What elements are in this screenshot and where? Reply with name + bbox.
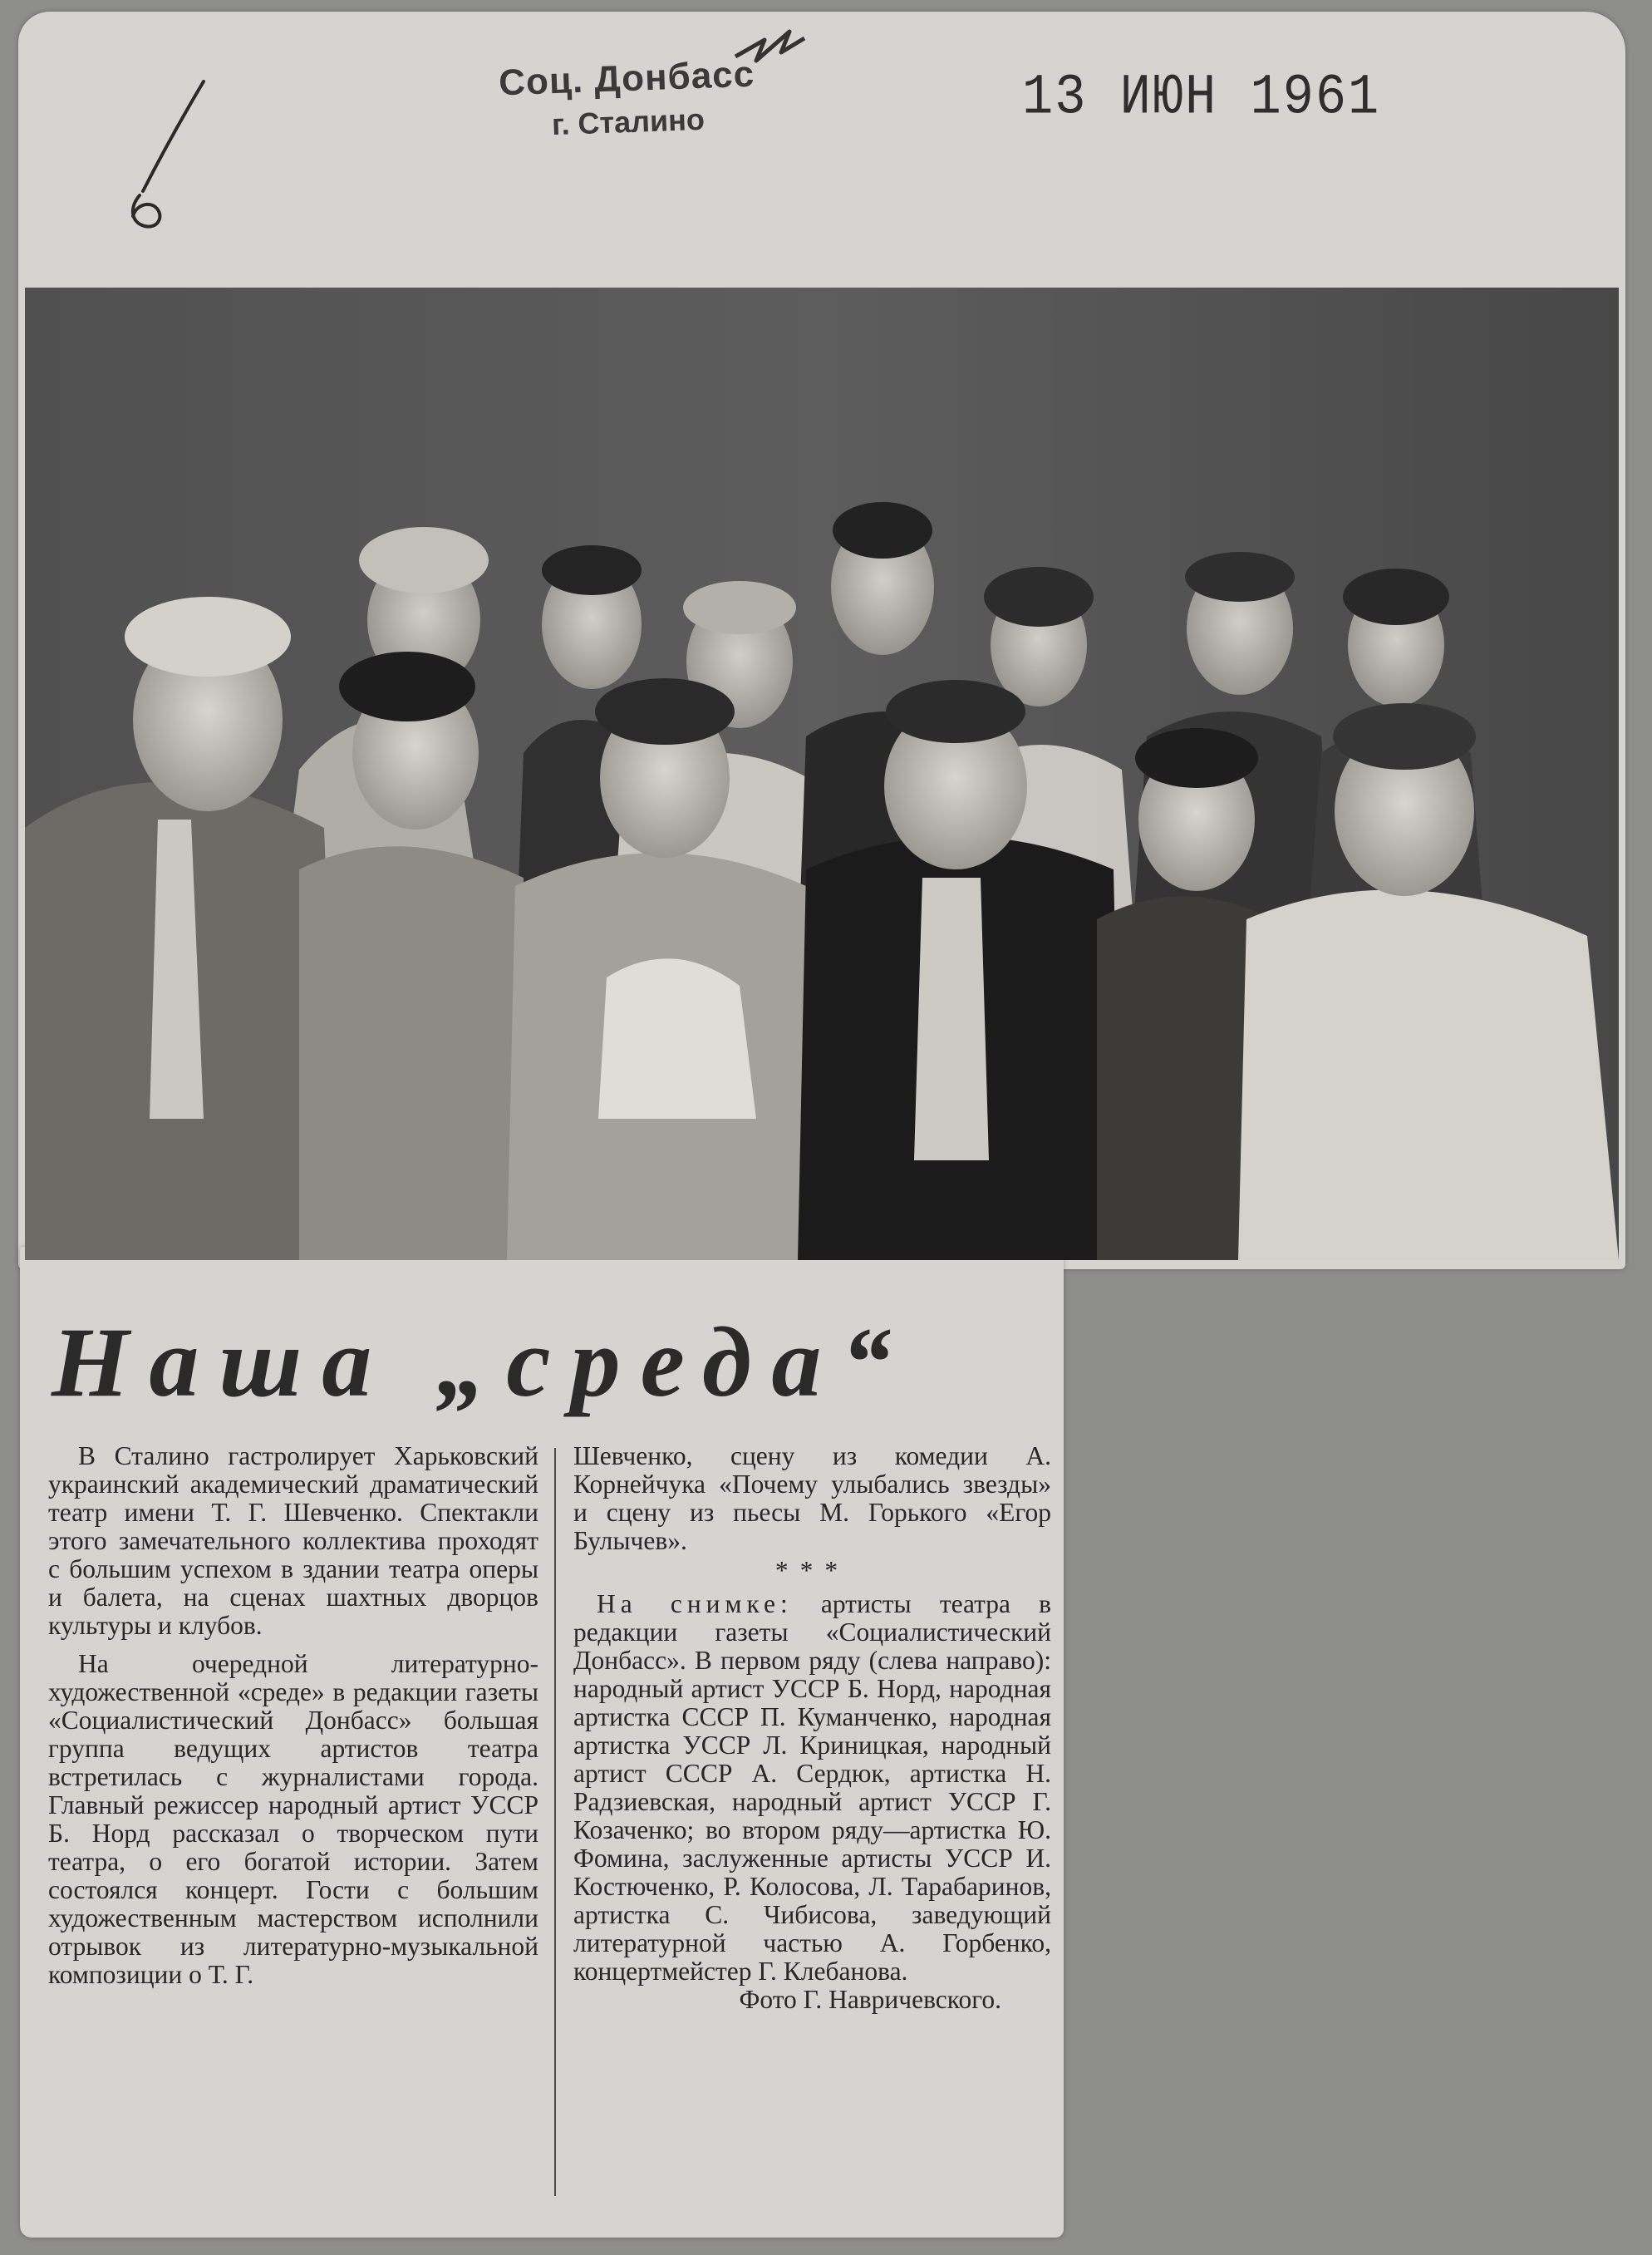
caption-lead: На снимке: <box>597 1589 793 1618</box>
article-right-column <box>573 1442 1051 2014</box>
pencil-mark <box>116 75 216 245</box>
article-headline: Наша „среда“ <box>52 1307 912 1417</box>
date-stamp: 13 ИЮН 1961 <box>1022 65 1381 130</box>
article-continuation: Шевченко, сцену из комедии А. Корнейчука «Почему улыбались звезды» и сцену из пьесы М. Горького «Егор Булычев». <box>573 1441 1051 1555</box>
stamp-newspaper-name: Соц. Донбасс <box>498 53 755 104</box>
stamp-flourish-icon <box>731 23 806 77</box>
photo-credit: Фото Г. Навричевского. <box>739 1985 1001 2014</box>
group-photo <box>25 288 1619 1260</box>
article-paragraph-1: В Сталино гастролирует Харьковский украинский академический драматический театр имени Т. Г. Шевченко. Спектакли этого замечательного коллектива проходят с большим успехом в здании театра оперы и балета, на сценах шахтных дворцов культуры и клубов. <box>48 1441 538 1640</box>
article-left-column <box>48 1442 538 1989</box>
caption-body: артисты театра в редакции газеты «Социалистический Донбасс». В первом ряду (слева направо): народный артист УССР Б. Норд, народная артистка СССР П. Куманченко, народная артистка УССР Л. Криницкая, народный артист СССР А. Сердюк, артистка Н. Радзиевская, народный артист УССР Г. Козаченко; во втором ряду—артистка Ю. Фомина, заслуженные артисты УССР И. Костюченко, Р. Колосова, Л. Тарабаринов, артистка С. Чибисова, заведующий литературной частью А. Горбенко, концертмейстер Г. Клебанова. <box>573 1589 1051 1986</box>
photo-caption <box>573 1590 1051 1986</box>
article-paragraph-2: На очередной литературно-художественной «среде» в редакции газеты «Социалистический Донбасс» большая группа ведущих артистов театра встретилась с журналистами города. Главный режиссер народный артист УССР Б. Норд рассказал о творческом пути театра, о его богатой истории. Затем состоялся концерт. Гости с большим художественным мастерством исполнили отрывок из литературно-музыкальной композиции о Т. Г. <box>48 1649 538 1989</box>
group-photo-icon <box>25 288 1619 1260</box>
column-divider <box>554 1448 556 2196</box>
stamp-city: г. Сталино <box>551 101 706 142</box>
section-separator: *** <box>774 1556 850 1585</box>
